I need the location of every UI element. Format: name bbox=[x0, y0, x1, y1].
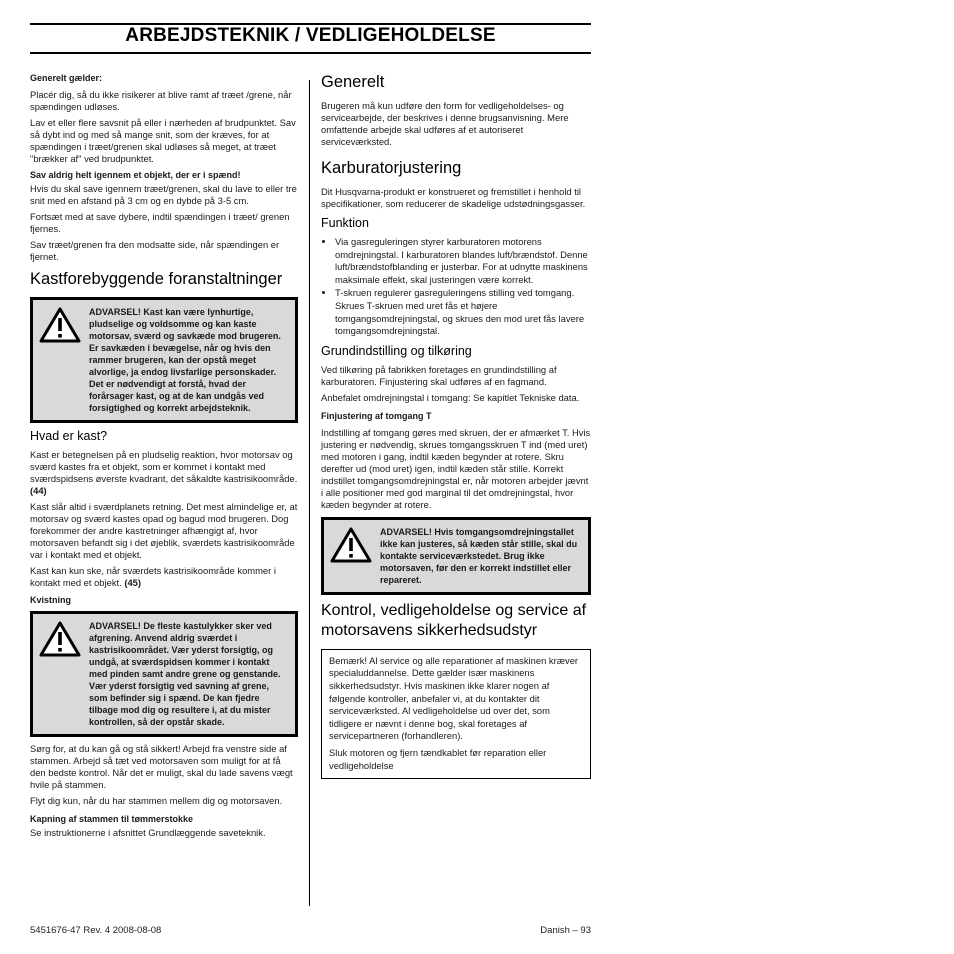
section-subheading: Kapning af stammen til tømmerstokke bbox=[30, 814, 194, 824]
section-heading: Kontrol, vedligeholdelse og service af motorsavens sikkerhedsudstyr bbox=[321, 601, 587, 639]
bullet-list bbox=[321, 236, 591, 338]
left-column bbox=[30, 72, 298, 843]
warning-text: ADVARSEL! Hvis tomgangsomdrejningstallet ikke kan justeres, så kæden står stille, skal du kontakte serviceværkstedet. Brug ikke motorsaven, før den er korrekt indstillet eller repareret. bbox=[380, 526, 578, 585]
subsection-heading: Funktion bbox=[321, 216, 369, 230]
paragraph bbox=[30, 449, 298, 497]
paragraph: Indstilling af tomgang gøres med skruen, der er afmærket T. Hvis justering er nødvendig, skrues tomgangsskruen T ind (med uret) med motoren i gang, indtil kæden begynder at rotere. Skru derefter ud (mod uret) igen, indtil kæden står stille. Korrekt indstillet tomgangsomdrejningstal er, når motoren arbejder jævnt i alle positioner med god marginal til det omdrejningstal, hvor kæden begynder at rotere. bbox=[321, 426, 591, 510]
header-rule-bottom bbox=[30, 52, 591, 54]
paragraph: Ved tilkøring på fabrikken foretages en grundindstilling af karburatoren. Finjustering skal udføres af en fagmand. bbox=[321, 363, 557, 387]
paragraph bbox=[30, 565, 298, 589]
figure-reference: (44) bbox=[30, 485, 47, 496]
paragraph: Sav træet/grenen fra den modsatte side, når spændingen er fjernet. bbox=[30, 239, 280, 262]
section-heading: Kastforebyggende foranstaltninger bbox=[30, 270, 283, 288]
page-header-title: ARBEJDSTEKNIK / VEDLIGEHOLDELSE bbox=[125, 25, 496, 46]
paragraph: Se instruktionerne i afsnittet Grundlæggende saveteknik. bbox=[30, 827, 266, 838]
paragraph: Anbefalet omdrejningstal i tomgang: Se kapitlet Tekniske data. bbox=[321, 391, 580, 403]
subsection-heading: Grundindstilling og tilkøring bbox=[321, 343, 472, 358]
paragraph: Hvis du skal save igennem træet/grenen, skal du lave to eller tre snit med en afstand på 3 cm og en dybde på 3-5 cm. bbox=[30, 183, 297, 206]
paragraph: Placér dig, så du ikke risikerer at blive ramt af træet /grene, når spændingen udløses. bbox=[30, 89, 292, 112]
paragraph-text: Kast kan kun ske, når sværdets kastrisikoområde kommer i kontakt med et objekt. bbox=[30, 565, 276, 588]
paragraph: Fortsæt med at save dybere, indtil spændingen i træet/ grenen fjernes. bbox=[30, 211, 290, 234]
warning-text: ADVARSEL! De fleste kastulykker sker ved afgrening. Anvend aldrig sværdet i kastrisikoområdet. Vær yderst forsigtig, og undgå, at sværdspidsen kommer i kontakt med pinden samt andre grene og genstande. Vær yderst forsigtig ved savning af grene, som befinder sig i spænd. De kan fjedre tilbage mod dig og resultere i, at du mister kontrollen, så der opstår skade. bbox=[89, 621, 281, 727]
paragraph: Flyt dig kun, når du har stammen mellem dig og motorsaven. bbox=[30, 795, 283, 806]
paragraph: Sluk motoren og fjern tændkablet før reparation eller vedligeholdelse bbox=[329, 746, 547, 771]
paragraph: Lav et eller flere savsnit på eller i nærheden af brudpunktet. Sav så dybt ind og med så mange snit, som der kræves, for at spændingen i træet/grenen skal udløses så meget, at træet "brækker af" ved brudpunktet. bbox=[30, 117, 296, 164]
note-box bbox=[321, 649, 591, 779]
warning-triangle-icon bbox=[39, 620, 89, 728]
figure-reference: (45) bbox=[124, 577, 141, 588]
paragraph: Kast slår altid i sværdplanets retning. Det mest almindelige er, at motorsav og sværd kastes opad og bagud mod brugeren. Dog forekommer der andre kastretninger afhængigt af, hvor motorsaven befandt sig i det øjeblik, sværdets kastrisikoområde var i kontakt med et objekt. bbox=[30, 501, 298, 560]
list-item: • T-skruen regulerer gasreguleringens stilling ved tomgang. Skrues T-skruen med uret fås et højere tomgangsomdrejningstal, og skrues den mod uret fås lavere tomgangsomdrejningstal. bbox=[335, 287, 591, 337]
right-column bbox=[321, 72, 591, 779]
bold-instruction: Sav aldrig helt igennem et objekt, der er i spænd! bbox=[30, 170, 241, 180]
warning-box bbox=[30, 611, 298, 737]
footer-document-number: 5451676-47 Rev. 4 2008-08-08 bbox=[30, 925, 162, 936]
warning-triangle-icon bbox=[39, 306, 89, 414]
warning-box bbox=[30, 297, 298, 423]
paragraph: Sørg for, at du kan gå og stå sikkert! Arbejd fra venstre side af stammen. Arbejd så tæt ved motorsaven som muligt for at få den bedste kontrol. Når det er muligt, skal du lade savens vægt hvile på stammen. bbox=[30, 743, 293, 790]
paragraph: Brugeren må kun udføre den form for vedligeholdelses- og servicearbejde, der beskrives i denne brugsanvisning. Mere omfattende arbejde skal udføres af et autoriseret serviceværksted. bbox=[321, 100, 569, 147]
section-heading: Karburatorjustering bbox=[321, 159, 462, 177]
section-subheading: Finjustering af tomgang T bbox=[321, 410, 432, 421]
subsection-heading: Hvad er kast? bbox=[30, 429, 108, 443]
section-subheading: Kvistning bbox=[30, 595, 72, 605]
paragraph-text: Kast er betegnelsen på en pludselig reaktion, hvor motorsav og sværd kastes fra et objekt, som er kommet i kontakt med sværdspidsens øverste kvadrant, det såkaldte kastrisikoområde. bbox=[30, 449, 298, 484]
section-heading: Generelt bbox=[321, 73, 385, 91]
list-item: • Via gasreguleringen styrer karburatoren motorens omdrejningstal. I karburatoren blandes luft/brændstof. Denne luft/brændstofblanding er justerbar. For at udnytte maskinens maksimale effekt, skal justeringen være korrekt. bbox=[335, 236, 591, 286]
warning-text: ADVARSEL! Kast kan være lynhurtige, pludselige og voldsomme og kan kaste motorsav, sværd og savkæde mod brugeren. Er savkæden i bevægelse, når og hvis den rammer brugeren, kan der opstå meget alvorlige, ja endog livsfarlige personskader. Det er nødvendigt at forstå, hvad der forårsager kast, og at de kan undgås ved forsigtighed og korrekt arbejdsteknik. bbox=[89, 307, 281, 413]
column-divider bbox=[309, 80, 310, 906]
footer-page-number: Danish – 93 bbox=[540, 925, 591, 936]
section-subheading: Generelt gælder: bbox=[30, 73, 103, 83]
paragraph: Dit Husqvarna-produkt er konstrueret og fremstillet i henhold til specifikationer, som reducerer de skadelige udstødningsgasser. bbox=[321, 186, 586, 209]
paragraph: Bemærk! Al service og alle reparationer af maskinen kræver specialuddannelse. Dette gælder især maskinens sikkerhedsudstyr. Hvis maskinen ikke klarer nogen af følgende kontroller, anbefaler vi, at du kontakter dit serviceværksted. Al vedligeholdelse ud over det, som tidligere er nævnt i denne bog, skal foretages af servicepartneren (forhandleren). bbox=[329, 654, 579, 742]
warning-box bbox=[321, 517, 591, 595]
warning-triangle-icon bbox=[330, 526, 380, 586]
